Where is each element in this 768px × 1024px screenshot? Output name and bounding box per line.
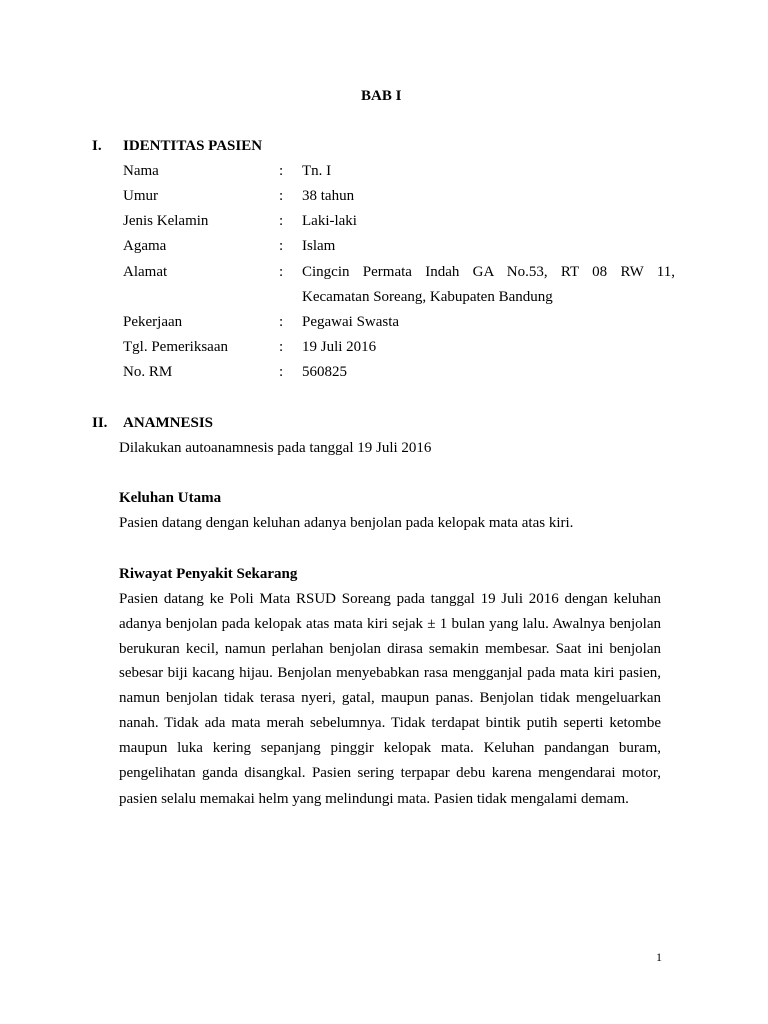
anamnesis-intro: Dilakukan autoanamnesis pada tanggal 19 Juli 2016	[119, 440, 432, 456]
riwayat-line: sebesar biji kacang hijau. Benjolan menyebabkan rasa mengganjal pada mata kiri pasien,	[119, 665, 661, 681]
identity-label-pekerjaan: Pekerjaan	[123, 314, 183, 330]
identity-colon: :	[279, 314, 284, 330]
section2-title: ANAMNESIS	[123, 415, 214, 431]
riwayat-line: pasien selalu memakai helm yang melindungi mata. Pasien tidak mengalami demam.	[119, 791, 629, 807]
identity-label-umur: Umur	[123, 188, 158, 204]
chapter-title: BAB I	[361, 88, 402, 104]
riwayat-line: pengelihatan ganda disangkal. Pasien sering terpapar debu karena mengendarai motor,	[119, 765, 661, 781]
riwayat-line: namun benjolan tidak terasa nyeri, gatal, maupun panas. Benjolan tidak mengeluarkan	[119, 690, 661, 706]
section1-number: I.	[92, 138, 102, 154]
section1-title: IDENTITAS PASIEN	[123, 138, 263, 154]
identity-colon: :	[279, 339, 284, 355]
riwayat-heading: Riwayat Penyakit Sekarang	[119, 566, 298, 582]
identity-label-nama: Nama	[123, 163, 159, 179]
identity-value-agama: Islam	[302, 238, 336, 254]
section2-number: II.	[92, 415, 108, 431]
identity-colon: :	[279, 188, 284, 204]
identity-label-no-rm: No. RM	[123, 364, 173, 380]
identity-value-jenis-kelamin: Laki-laki	[302, 213, 357, 229]
riwayat-line: maupun luka kering sepanjang pinggir kelopak mata. Keluhan pandangan buram,	[119, 740, 661, 756]
identity-value-no-rm: 560825	[302, 364, 347, 380]
riwayat-line: Pasien datang ke Poli Mata RSUD Soreang pada tanggal 19 Juli 2016 dengan keluhan	[119, 591, 661, 607]
identity-value-alamat: Cingcin Permata Indah GA No.53, RT 08 RW 11,	[302, 264, 675, 280]
keluhan-utama-text: Pasien datang dengan keluhan adanya benjolan pada kelopak mata atas kiri.	[119, 515, 574, 531]
identity-label-tgl-pemeriksaan: Tgl. Pemeriksaan	[123, 339, 228, 355]
identity-label-agama: Agama	[123, 238, 167, 254]
identity-colon: :	[279, 213, 284, 229]
identity-colon: :	[279, 264, 284, 280]
identity-value-alamat-line2: Kecamatan Soreang, Kabupaten Bandung	[302, 289, 553, 305]
page-number: 1	[656, 950, 662, 964]
identity-colon: :	[279, 364, 284, 380]
identity-value-tgl-pemeriksaan: 19 Juli 2016	[302, 339, 377, 355]
riwayat-line: adanya benjolan pada kelopak atas mata kiri sejak ± 1 bulan yang lalu. Awalnya benjolan	[119, 616, 661, 632]
riwayat-line: berukuran kecil, namun perlahan benjolan dirasa semakin membesar. Saat ini benjolan	[119, 641, 661, 657]
identity-label-jenis-kelamin: Jenis Kelamin	[123, 213, 209, 229]
identity-colon: :	[279, 163, 284, 179]
identity-value-pekerjaan: Pegawai Swasta	[302, 314, 400, 330]
riwayat-line: nanah. Tidak ada mata merah sebelumnya. Tidak terdapat bintik putih seperti ketombe	[119, 715, 661, 731]
identity-label-alamat: Alamat	[123, 264, 168, 280]
keluhan-utama-heading: Keluhan Utama	[119, 490, 222, 506]
identity-colon: :	[279, 238, 284, 254]
identity-value-umur: 38 tahun	[302, 188, 355, 204]
identity-value-nama: Tn. I	[302, 163, 332, 179]
